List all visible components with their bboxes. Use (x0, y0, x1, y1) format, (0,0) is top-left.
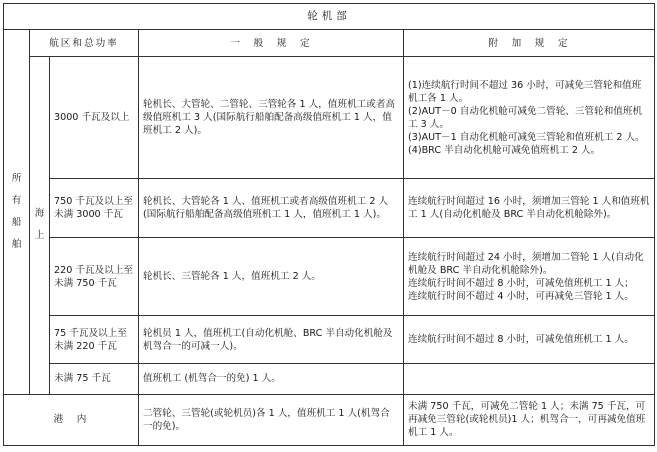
general-cell: 轮机长、三管轮各 1 人，值班机工 2 人。 (139, 238, 404, 316)
additional-line: 连续航行时间不超过 8 小时，可减免值班机工 1 人； (408, 277, 634, 289)
header-general: 一 般 规 定 (139, 29, 404, 57)
all-ships-label: 所 有 船 舶 (4, 29, 30, 394)
power-cell: 75 千瓦及以上至未满 220 千瓦 (50, 316, 139, 363)
additional-line: (1)连续航行时间不超过 36 小时，可减免三管轮和值班机工各 1 人。 (408, 79, 642, 104)
general-cell: 轮机长、大管轮、二管轮、三管轮各 1 人，值班机工或者高级值班机工 3 人(国际航行船舶配备高级值班机工 1 人，值班机工 2 人)。 (139, 57, 404, 178)
crew-table-frame (3, 3, 654, 446)
power-cell: 220 千瓦及以上至未满 750 千瓦 (50, 238, 139, 316)
header-additional: 附 加 规 定 (404, 29, 655, 57)
additional-cell (404, 178, 655, 238)
harbor-additional-cell: 未满 750 千瓦，可减免二管轮 1 人；未满 75 千瓦，可再减免三管轮(或轮机员)1 人；机驾合一，可再减免值班机工 1 人。 (404, 394, 655, 445)
additional-cell (404, 238, 655, 316)
additional-line: (2)AUT－0 自动化机舱可减免二管轮、三管轮和值班机工 3 人。 (408, 105, 643, 130)
general-cell: 值班机工 (机驾合一的免) 1 人。 (139, 363, 404, 394)
power-cell: 750 千瓦及以上至未满 3000 千瓦 (50, 178, 139, 238)
harbor-label: 港 内 (4, 394, 139, 445)
general-cell: 轮机长、大管轮各 1 人、值班机工或者高级值班机工 2 人(国际航行船舶配备高级值班机工 1 人，值班机工 1 人)。 (139, 178, 404, 238)
additional-cell (404, 57, 655, 178)
additional-cell (404, 316, 655, 363)
additional-line: 连续航行时间超过 16 小时，须增加三管轮 1 人和值班机工 1 人(自动化机舱及 BRC 半自动化机舱除外)。 (408, 196, 650, 221)
power-cell: 3000 千瓦及以上 (50, 57, 139, 178)
additional-line: (4)BRC 半自动化机舱可减免值班机工 2 人。 (408, 144, 601, 156)
table-title: 轮机部 (4, 4, 655, 30)
harbor-general-cell: 二管轮、三管轮(或轮机员)各 1 人，值班机工 1 人(机驾合一的免)。 (139, 394, 404, 445)
header-area-power: 航区和总功率 (30, 29, 139, 57)
additional-line: 连续航行时间不超过 4 小时，可再减免三管轮 1 人。 (408, 290, 634, 302)
engine-department-table (3, 3, 655, 446)
additional-line: (3)AUT－1 自动化机舱可减免三管轮和值班机工 2 人。 (408, 131, 645, 143)
additional-cell-empty (404, 363, 655, 394)
power-cell: 未满 75 千瓦 (50, 363, 139, 394)
sea-label: 海 上 (30, 57, 50, 394)
additional-line: 连续航行时间超过 24 小时，须增加二管轮 1 人(自动化机舱及 BRC 半自动化机舱除外)。 (408, 251, 644, 276)
additional-line: 连续航行时间不超过 8 小时，可减免值班机工 1 人。 (408, 334, 634, 346)
general-cell: 轮机员 1 人，值班机工(自动化机舱、BRC 半自动化机舱及机驾合一的可减一人)。 (139, 316, 404, 363)
